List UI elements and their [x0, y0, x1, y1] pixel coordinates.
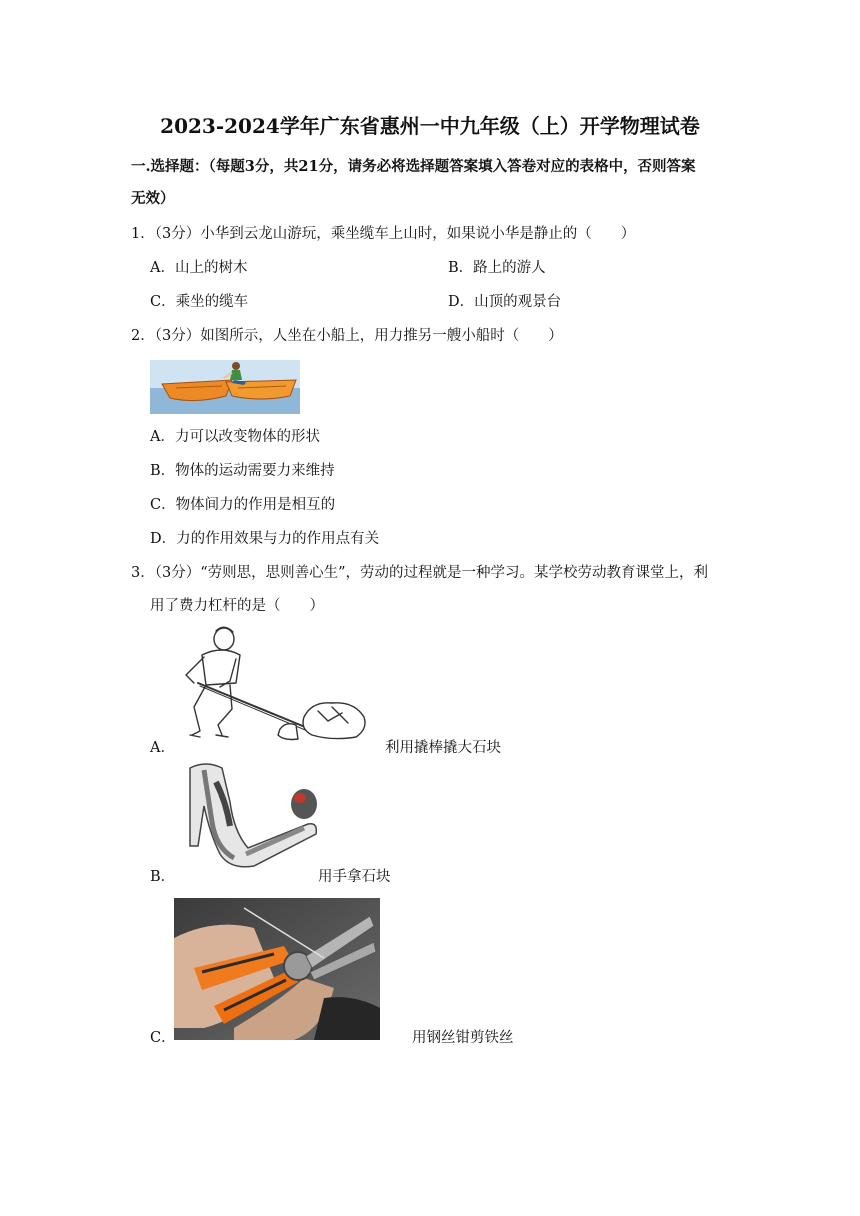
boats-illustration — [150, 360, 300, 414]
pliers-photo — [174, 898, 380, 1040]
arm-illustration — [186, 762, 326, 872]
question-1-option-b: B．路上的游人 — [448, 260, 546, 276]
question-3-stem-line1: 3．（3分）“劳则思，思则善心生”，劳动的过程就是一种学习。某学校劳动教育课堂上，利 — [131, 565, 709, 581]
crowbar-illustration — [172, 625, 372, 747]
question-3-option-a-letter: A． — [150, 740, 175, 756]
crowbar-figure — [172, 625, 372, 747]
question-2-option-d: D．力的作用效果与力的作用点有关 — [150, 531, 380, 547]
arm-figure — [186, 762, 326, 872]
question-2-option-a: A．力可以改变物体的形状 — [150, 429, 320, 445]
question-3-option-c-letter: C． — [150, 1030, 176, 1046]
question-1-option-c: C．乘坐的缆车 — [150, 294, 249, 310]
question-3-option-a-caption: 利用撬棒撬大石块 — [385, 740, 501, 756]
question-2-stem: 2．（3分）如图所示，人坐在小船上，用力推另一艘小船时（ ） — [131, 328, 563, 344]
page-title: 2023-2024学年广东省惠州一中九年级（上）开学物理试卷 — [160, 114, 700, 138]
boats-figure — [150, 360, 300, 414]
pliers-illustration — [174, 898, 380, 1040]
question-3-stem-line2: 用了费力杠杆的是（ ） — [150, 598, 324, 614]
question-3-option-c-caption: 用钢丝钳剪铁丝 — [412, 1030, 514, 1046]
question-3-option-b-letter: B． — [150, 869, 176, 885]
question-1-option-d: D．山顶的观景台 — [448, 294, 562, 310]
section-heading-line1: 一.选择题：（每题3分，共21分，请务必将选择题答案填入答卷对应的表格中，否则答案 — [131, 158, 696, 175]
question-3-option-b-caption: 用手拿石块 — [318, 869, 391, 885]
question-2-option-b: B．物体的运动需要力来维持 — [150, 463, 335, 479]
question-2-option-c: C．物体间力的作用是相互的 — [150, 497, 336, 513]
question-1-stem: 1．（3分）小华到云龙山游玩，乘坐缆车上山时，如果说小华是静止的（ ） — [131, 226, 636, 242]
section-heading-line2: 无效） — [131, 190, 175, 207]
question-1-option-a: A．山上的树木 — [150, 260, 248, 276]
